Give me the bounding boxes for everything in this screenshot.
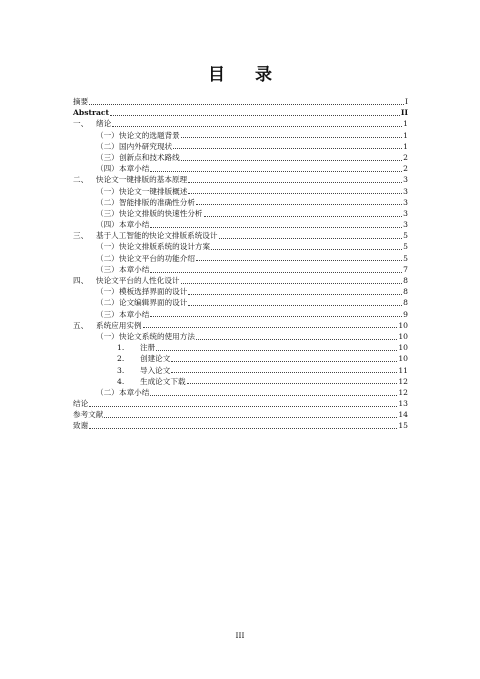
toc-entry-page: 3 (403, 175, 408, 185)
toc-entry-page: II (400, 108, 408, 118)
toc-entry-title: 本章小结 (119, 220, 150, 230)
toc-entry[interactable] (73, 230, 408, 241)
toc-entry-number: 二、 (73, 175, 89, 185)
dot-leader (150, 395, 397, 396)
toc-entry[interactable] (73, 286, 408, 297)
toc-entry-title: 本章小结 (119, 164, 150, 174)
toc-entry[interactable] (73, 208, 408, 219)
toc-entry-number: 1. (117, 343, 125, 353)
toc-entry-title: 摘要 (73, 97, 89, 106)
toc-entry-label (73, 398, 88, 409)
toc-entry-label (117, 376, 186, 387)
dot-leader (89, 406, 397, 407)
toc-entry-number: （四） (96, 164, 119, 174)
toc-entry-number: （一） (96, 287, 119, 297)
toc-entry-number: 3. (117, 365, 125, 375)
toc-entry[interactable] (73, 130, 408, 141)
toc-entry-number: 一、 (73, 119, 89, 129)
toc-entry[interactable] (73, 342, 408, 353)
toc-entry-title: 智能排版的准确性分析 (119, 197, 195, 207)
dot-leader (188, 294, 402, 295)
dot-leader (219, 238, 403, 239)
toc-entry-page: 3 (403, 208, 408, 218)
toc-entry-label (73, 118, 111, 129)
toc-entry-page: 5 (403, 231, 408, 241)
toc-entry-title: 创建论文 (140, 354, 171, 364)
toc-entry-number: 五、 (73, 320, 89, 330)
toc-entry-number: （一） (96, 242, 119, 252)
dot-leader (188, 182, 402, 183)
dot-leader (173, 148, 402, 149)
toc-entry-number: （二） (96, 298, 119, 308)
toc-entry-label (117, 365, 170, 376)
toc-entry-title: 快论文排版的快速性分析 (119, 208, 203, 218)
toc-entry[interactable] (73, 219, 408, 230)
dot-leader (181, 283, 403, 284)
toc-entry-page: 12 (398, 376, 408, 386)
toc-entry-label (73, 409, 103, 420)
toc-entry-page: 7 (403, 264, 408, 274)
toc-entry[interactable] (73, 96, 408, 107)
toc-entry-page: 10 (398, 354, 408, 364)
toc-entry-title: 本章小结 (119, 264, 150, 274)
toc-entry-title: 论文编辑界面的设计 (119, 298, 188, 308)
toc-entry[interactable] (73, 275, 408, 286)
toc-entry-label (96, 331, 195, 342)
toc-entry-label (96, 241, 210, 252)
dot-leader (89, 428, 397, 429)
toc-entry[interactable] (73, 309, 408, 320)
toc-entry-title: 基于人工智能的快论文排版系统设计 (96, 231, 218, 241)
toc-entry-page: 10 (398, 320, 408, 330)
dot-leader (211, 249, 402, 250)
toc-entry-title: 快论文平台的功能介绍 (119, 253, 195, 263)
toc-entry-page: 13 (398, 399, 408, 409)
toc-entry[interactable] (73, 320, 408, 331)
toc-entry[interactable] (73, 297, 408, 308)
toc-entry[interactable] (73, 353, 408, 364)
table-of-contents (73, 96, 408, 432)
dot-leader (150, 316, 402, 317)
toc-entry-label (96, 286, 187, 297)
dot-leader (181, 137, 402, 138)
toc-entry-number: （二） (96, 141, 119, 151)
toc-entry-title: 国内外研究现状 (119, 141, 173, 151)
dot-leader (156, 350, 397, 351)
toc-entry-label (73, 107, 109, 118)
toc-entry-title: 结论 (73, 399, 89, 409)
toc-entry-label (96, 264, 149, 275)
dot-leader (150, 272, 402, 273)
toc-entry[interactable] (73, 387, 408, 398)
toc-entry-label (73, 320, 142, 331)
toc-entry-title: 注册 (140, 343, 156, 353)
toc-entry-number: （三） (96, 152, 119, 162)
toc-entry[interactable] (73, 241, 408, 252)
dot-leader (112, 126, 402, 127)
toc-entry-page: 2 (403, 152, 408, 162)
dot-leader (188, 305, 402, 306)
toc-entry-number: （二） (96, 387, 119, 397)
dot-leader (150, 171, 402, 172)
dot-leader (196, 260, 402, 261)
toc-entry-number: 四、 (73, 276, 89, 285)
toc-entry-page: 15 (398, 421, 408, 431)
toc-entry[interactable] (73, 264, 408, 275)
dot-leader (171, 361, 397, 362)
toc-entry-number: （一） (96, 130, 119, 140)
toc-entry[interactable] (73, 107, 408, 118)
toc-entry-number: （一） (96, 186, 119, 196)
toc-entry-page: 8 (403, 276, 408, 285)
toc-entry-number: 三、 (73, 231, 89, 241)
toc-entry-label (73, 275, 180, 286)
toc-entry-title: 系统应用实例 (96, 320, 142, 330)
toc-entry-page: 3 (403, 197, 408, 207)
toc-entry-page: 1 (403, 119, 408, 129)
toc-entry-page: 3 (403, 186, 408, 196)
dot-leader (143, 327, 398, 328)
toc-entry-title: 模板选择界面的设计 (119, 287, 188, 297)
toc-entry-title: 致谢 (73, 421, 89, 431)
toc-entry-title: 本章小结 (119, 309, 150, 319)
toc-entry[interactable] (73, 118, 408, 129)
toc-entry-number: （二） (96, 197, 119, 207)
toc-entry[interactable] (73, 152, 408, 163)
dot-leader (104, 417, 397, 418)
toc-entry-number: （一） (96, 331, 119, 341)
toc-entry[interactable] (73, 420, 408, 431)
toc-entry-number: （二） (96, 253, 119, 263)
toc-entry-label (73, 420, 88, 431)
toc-entry-page: 8 (403, 298, 408, 308)
toc-entry-page: 5 (403, 242, 408, 252)
toc-entry-label (96, 130, 180, 141)
toc-entry-label (96, 141, 172, 152)
toc-entry-number: （四） (96, 220, 119, 230)
toc-entry[interactable] (73, 398, 408, 409)
toc-entry-label (96, 152, 180, 163)
toc-entry-title: 快论文排版系统的设计方案 (119, 242, 211, 252)
toc-entry-page: 5 (403, 253, 408, 263)
toc-entry[interactable] (73, 253, 408, 264)
toc-entry-number: 2. (117, 354, 125, 364)
toc-entry-label (96, 253, 195, 264)
dot-leader (110, 115, 400, 116)
toc-entry[interactable] (73, 365, 408, 376)
toc-entry-label (117, 353, 170, 364)
toc-entry-page: 9 (403, 309, 408, 319)
toc-entry[interactable] (73, 409, 408, 420)
dot-leader (187, 383, 398, 384)
toc-entry-number: （三） (96, 309, 119, 319)
toc-entry-label (73, 96, 88, 107)
toc-entry-label (96, 197, 195, 208)
toc-entry-label (96, 309, 149, 320)
toc-entry-label (73, 174, 187, 185)
toc-entry-label (96, 208, 203, 219)
toc-entry-page: 10 (398, 343, 408, 353)
dot-leader (150, 227, 402, 228)
toc-entry-page: 12 (398, 387, 408, 397)
dot-leader (196, 204, 402, 205)
toc-entry-page: 8 (403, 287, 408, 297)
toc-entry[interactable] (73, 376, 408, 387)
toc-entry-label (96, 297, 187, 308)
toc-entry-number: （三） (96, 264, 119, 274)
toc-entry-title: 快论文平台的人性化设计 (96, 276, 180, 285)
toc-entry-title: 快论文一键排版的基本原理 (96, 175, 188, 185)
toc-entry-title: 创新点和技术路线 (119, 152, 180, 162)
toc-entry-page: 14 (398, 410, 408, 420)
toc-entry-label (73, 230, 218, 241)
toc-entry-label (96, 186, 187, 197)
toc-entry-label (96, 387, 149, 398)
toc-entry-page: 10 (398, 331, 408, 341)
toc-entry-page: I (405, 97, 408, 106)
toc-entry-title: Abstract (73, 108, 110, 118)
page-title: 目 录 (208, 65, 284, 85)
toc-entry-page: 2 (403, 164, 408, 174)
dot-leader (89, 104, 404, 105)
toc-entry[interactable] (73, 141, 408, 152)
toc-entry-title: 绪论 (96, 119, 112, 129)
toc-entry-title: 快论文的选题背景 (119, 130, 180, 140)
dot-leader (204, 216, 403, 217)
toc-entry-title: 生成论文下载 (140, 376, 186, 386)
toc-entry[interactable] (73, 186, 408, 197)
toc-entry-label (96, 219, 149, 230)
dot-leader (181, 160, 402, 161)
toc-entry-page: 11 (398, 365, 408, 375)
page-number: III (235, 631, 245, 640)
toc-entry[interactable] (73, 197, 408, 208)
toc-entry[interactable] (73, 174, 408, 185)
toc-entry-title: 参考文献 (73, 410, 104, 420)
toc-entry-label (117, 342, 155, 353)
toc-entry-page: 1 (403, 130, 408, 140)
toc-entry-page: 3 (403, 220, 408, 230)
toc-entry-label (96, 163, 149, 174)
dot-leader (196, 339, 397, 340)
dot-leader (188, 193, 402, 194)
toc-entry-number: （三） (96, 208, 119, 218)
dot-leader (171, 372, 397, 373)
toc-entry-title: 快论文一键排版概述 (119, 186, 188, 196)
toc-entry[interactable] (73, 163, 408, 174)
toc-entry-title: 本章小结 (119, 387, 150, 397)
toc-entry-title: 快论文系统的使用方法 (119, 331, 195, 341)
toc-entry-number: 4. (117, 376, 125, 386)
toc-entry-title: 导入论文 (140, 365, 171, 375)
toc-entry[interactable] (73, 331, 408, 342)
toc-entry-page: 1 (403, 141, 408, 151)
